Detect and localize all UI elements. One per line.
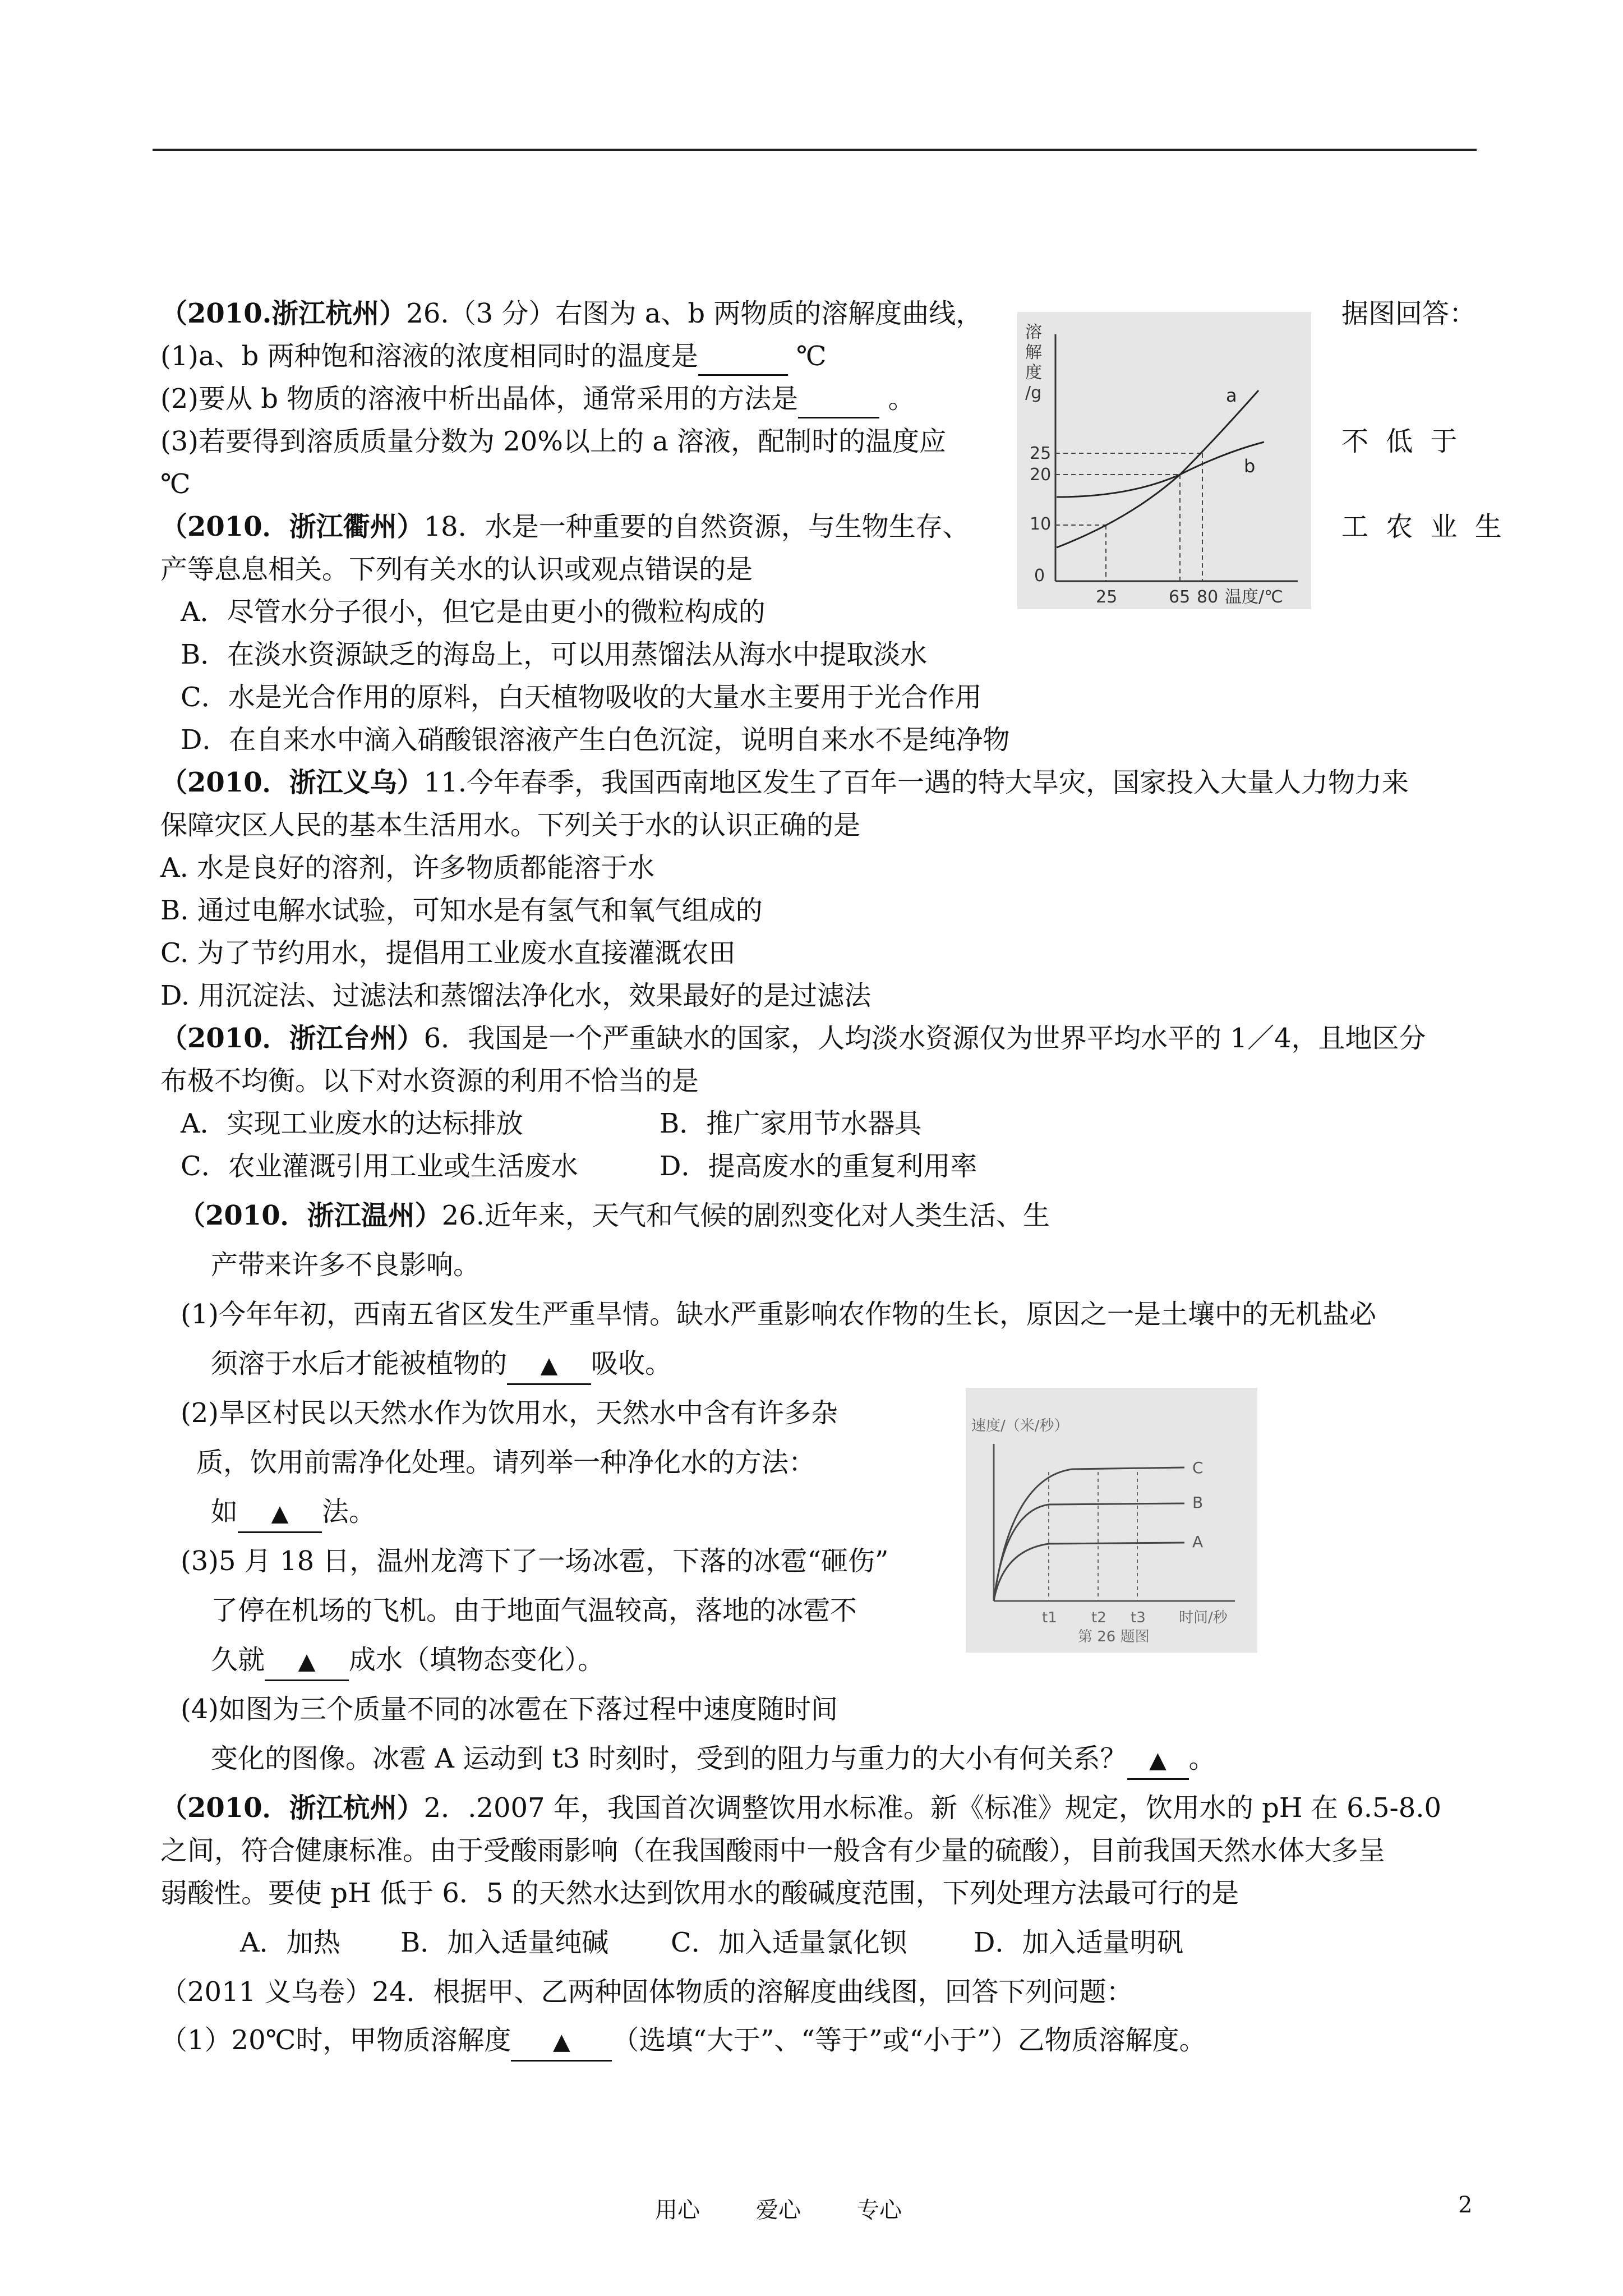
y-tick-label: 20	[1030, 465, 1052, 485]
x-axis-label: 温度/℃	[1225, 587, 1283, 607]
q5-part4b-end: 。	[1188, 1743, 1216, 1774]
q5-part1b	[211, 1346, 672, 1385]
q7-line2	[160, 2022, 1206, 2062]
q5-stem: 26.近年来，天气和气候的剧烈变化对人类生活、生	[441, 1200, 1050, 1231]
q1-part1-text: (1)a、b 两种饱和溶液的浓度相同时的温度是	[160, 341, 698, 372]
q1-part1	[160, 338, 827, 376]
q2-line1-right: 工 农 业 生	[1341, 511, 1506, 542]
y-label-char: 溶	[1025, 323, 1042, 342]
q1-part3-unit: ℃	[160, 468, 191, 500]
y-tick-label: 10	[1030, 514, 1052, 534]
q2-line2: 产等息息相关。下列有关水的认识或观点错误的是	[160, 554, 753, 585]
x-tick-label: t3	[1131, 1609, 1146, 1626]
q2-source: （2010．浙江衢州）	[160, 511, 424, 542]
curve-a	[1057, 390, 1258, 547]
y-label-char: /g	[1025, 383, 1042, 403]
y-label-char: 度	[1025, 363, 1042, 383]
q4-line2: 布极不均衡。以下对水资源的利用不恰当的是	[160, 1065, 699, 1097]
y-tick-label: 0	[1034, 566, 1045, 586]
q5-part2c-end: 法。	[322, 1496, 376, 1527]
q7-line1: （2011 义乌卷）24．根据甲、乙两种固体物质的溶解度曲线图，回答下列问题：	[160, 1976, 1133, 2008]
q6-line3: 弱酸性。要使 pH 低于 6．5 的天然水达到饮用水的酸碱度范围，下列处理方法最可行的是	[160, 1878, 1239, 1909]
q5-part4a: (4)如图为三个质量不同的冰雹在下落过程中速度随时间	[181, 1694, 838, 1725]
q1-part3-right: 不 低 于	[1341, 426, 1462, 457]
answer-blank[interactable]: ▲	[1127, 1742, 1189, 1780]
x-tick-label: 65	[1169, 587, 1191, 607]
header-rule	[153, 149, 1477, 151]
q5-part4b	[211, 1741, 1216, 1780]
curve-a-label: A	[1192, 1533, 1204, 1551]
q5-part3c-text: 久就	[211, 1644, 265, 1676]
q6-option-a: A．加热	[240, 1927, 340, 1958]
answer-blank[interactable]: ▲	[511, 2024, 612, 2062]
q5-part2c-text: 如	[211, 1496, 238, 1527]
curve-b-label: B	[1192, 1493, 1204, 1512]
q3-source: （2010．浙江义乌）	[160, 767, 424, 798]
q1-part2-end: 。	[879, 383, 915, 415]
footer-motto	[655, 2192, 958, 2224]
q4-option-b: B．推广家用节水器具	[660, 1108, 922, 1139]
q3-option-b: B. 通过电解水试验，可知水是有氢气和氧气组成的	[160, 895, 763, 926]
figure-caption: 第 26 题图	[1078, 1628, 1150, 1645]
solubility-chart	[1017, 312, 1311, 609]
q4-option-a: A．实现工业废水的达标排放	[181, 1108, 523, 1139]
q6-option-b: B．加入适量纯碱	[400, 1927, 609, 1958]
q7-line2-text: （1）20℃时，甲物质溶解度	[160, 2024, 511, 2056]
q4-line1	[160, 1020, 1426, 1056]
q5-part1b-end: 吸收。	[591, 1348, 672, 1379]
q6-line1	[160, 1790, 1441, 1826]
q2-option-a: A．尽管水分子很小，但它是由更小的微粒构成的	[181, 596, 766, 628]
q5-part1a: (1)今年年初，西南五省区发生严重旱情。缺水严重影响农作物的生长，原因之一是土壤中的无机盐必	[181, 1299, 1376, 1330]
curve-a-label: a	[1226, 385, 1237, 406]
q3-line1	[160, 765, 1409, 800]
q5-part3b: 了停在机场的飞机。由于地面气温较高，落地的冰雹不	[211, 1595, 857, 1626]
curve-b-label: b	[1244, 455, 1256, 477]
q2-option-b: B．在淡水资源缺乏的海岛上，可以用蒸馏法从海水中提取淡水	[181, 639, 928, 670]
y-label-char: 解	[1025, 343, 1042, 362]
footer-item: 用心	[655, 2197, 700, 2223]
q2-option-c: C．水是光合作用的原料，白天植物吸收的大量水主要用于光合作用	[181, 682, 982, 713]
solubility-curve-figure	[1017, 312, 1311, 609]
q1-source: （2010.浙江杭州）	[160, 298, 407, 329]
q1-part3: (3)若要得到溶质质量分数为 20%以上的 a 溶液，配制时的温度应	[160, 426, 947, 457]
page-number: 2	[1458, 2192, 1473, 2218]
q5-part3c	[211, 1642, 605, 1681]
x-tick-label: t2	[1091, 1609, 1106, 1626]
q5-line1	[178, 1198, 1050, 1234]
curve-b	[1057, 442, 1264, 497]
curve-c-label: C	[1192, 1458, 1204, 1477]
footer-item: 爱心	[756, 2197, 801, 2223]
x-tick-label: t1	[1042, 1609, 1057, 1626]
q6-stem: 2．.2007 年，我国首次调整饮用水标准。新《标准》规定，饮用水的 pH 在 6.5-8.0	[423, 1792, 1442, 1824]
q4-source: （2010．浙江台州）	[160, 1023, 424, 1054]
answer-blank[interactable]	[698, 338, 788, 376]
y-axis-label: 速度/（米/秒）	[971, 1418, 1069, 1434]
q5-part2c	[211, 1494, 376, 1533]
footer-item: 专心	[857, 2197, 902, 2223]
q4-stem: 6．我国是一个严重缺水的国家，人均淡水资源仅为世界平均水平的 1／4，且地区分	[423, 1023, 1426, 1054]
q1-part2-text: (2)要从 b 物质的溶液中析出晶体，通常采用的方法是	[160, 383, 799, 415]
q5-part3c-end: 成水（填物态变化）。	[349, 1644, 605, 1676]
q6-option-d: D．加入适量明矾	[974, 1927, 1184, 1958]
q6-line2: 之间，符合健康标准。由于受酸雨影响（在我国酸雨中一般含有少量的硫酸），目前我国天然水体大多呈	[160, 1835, 1386, 1866]
q3-option-d: D. 用沉淀法、过滤法和蒸馏法净化水，效果最好的是过滤法	[160, 980, 872, 1011]
speed-time-figure	[966, 1388, 1257, 1653]
q2-option-d: D．在自来水中滴入硝酸银溶液产生白色沉淀，说明自来水不是纯净物	[181, 724, 1010, 756]
q7-line2-end: （选填“大于”、“等于”或“小于”）乙物质溶解度。	[612, 2024, 1206, 2056]
q3-option-a: A. 水是良好的溶剂，许多物质都能溶于水	[160, 852, 655, 884]
q4-option-c: C．农业灌溉引用工业或生活废水	[181, 1151, 578, 1182]
curve-c	[994, 1467, 1184, 1601]
q4-option-d: D．提高废水的重复利用率	[660, 1151, 978, 1182]
x-axis-label: 时间/秒	[1179, 1609, 1228, 1626]
x-tick-label: 25	[1096, 587, 1118, 607]
q5-line2: 产带来许多不良影响。	[211, 1249, 481, 1281]
q1-stem: 26.（3 分）右图为 a、b 两物质的溶解度曲线，	[406, 298, 983, 329]
speed-time-chart	[966, 1388, 1257, 1653]
q3-stem: 11.今年春季，我国西南地区发生了百年一遇的特大旱灾，国家投入大量人力物力来	[423, 767, 1409, 798]
q3-line2: 保障灾区人民的基本生活用水。下列关于水的认识正确的是	[160, 809, 861, 841]
q1-part1-unit: ℃	[787, 341, 827, 372]
x-tick-label: 80	[1197, 587, 1219, 607]
q1-line1	[160, 296, 983, 332]
q5-part2a: (2)旱区村民以天然水作为饮用水，天然水中含有许多杂	[181, 1397, 838, 1429]
q3-option-c: C. 为了节约用水，提倡用工业废水直接灌溉农田	[160, 937, 736, 969]
q5-source: （2010．浙江温州）	[178, 1200, 442, 1231]
y-tick-label: 25	[1030, 444, 1052, 463]
answer-blank[interactable]: ▲	[265, 1644, 349, 1681]
answer-blank[interactable]	[798, 381, 879, 418]
q6-source: （2010．浙江杭州）	[160, 1792, 424, 1824]
q2-stem: 18．水是一种重要的自然资源，与生物生存、	[423, 511, 970, 542]
q5-part1b-text: 须溶于水后才能被植物的	[211, 1348, 508, 1379]
curve-a	[994, 1543, 1184, 1601]
q1-part2	[160, 381, 915, 418]
answer-blank[interactable]: ▲	[238, 1496, 322, 1533]
q5-part3a: (3)5 月 18 日，温州龙湾下了一场冰雹，下落的冰雹“砸伤”	[181, 1545, 889, 1577]
q2-line1	[160, 509, 970, 545]
q5-part2b: 质，饮用前需净化处理。请列举一种净化水的方法：	[196, 1447, 816, 1478]
q5-part4b-text: 变化的图像。冰雹 A 运动到 t3 时刻时，受到的阻力与重力的大小有何关系？	[211, 1743, 1127, 1774]
q1-line1-right: 据图回答：	[1341, 298, 1477, 329]
q6-option-c: C．加入适量氯化钡	[671, 1927, 907, 1958]
answer-blank[interactable]: ▲	[507, 1347, 591, 1385]
